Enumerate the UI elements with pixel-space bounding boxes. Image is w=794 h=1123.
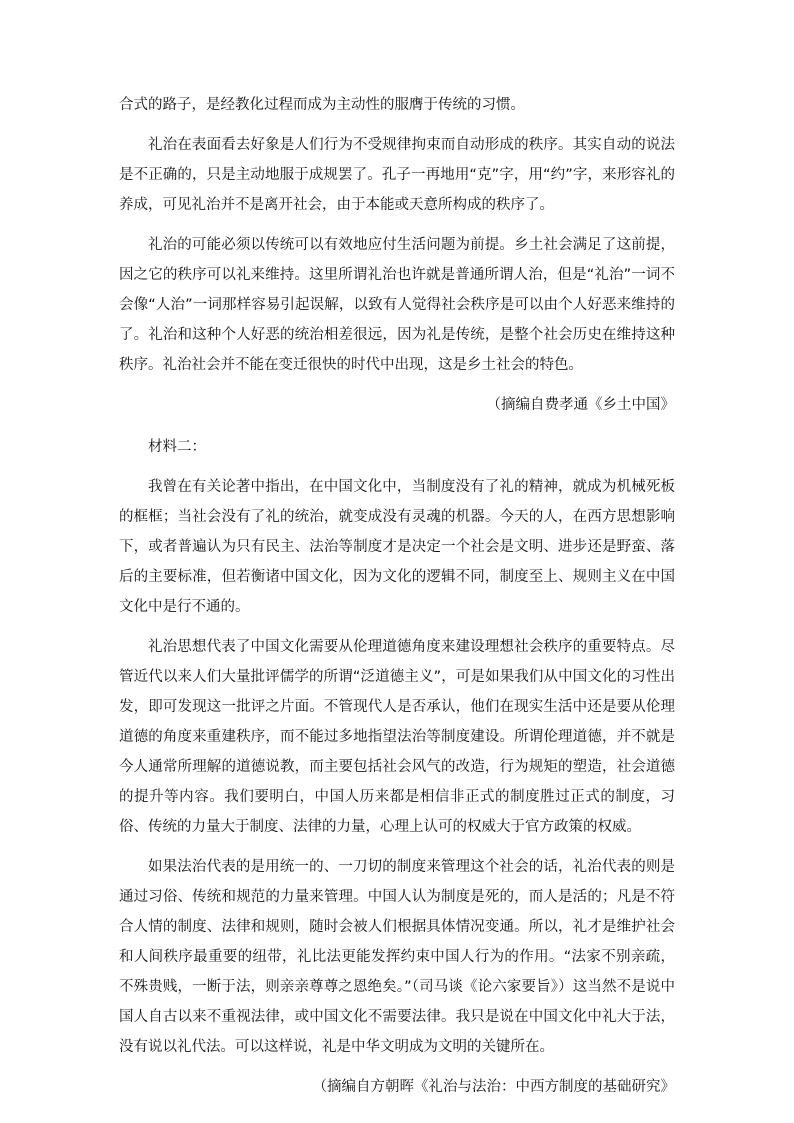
paragraph-continuation: 合式的路子，是经教化过程而成为主动性的服膺于传统的习惯。: [119, 97, 525, 113]
material-two-heading: 材料二：: [148, 439, 206, 455]
document-body: [119, 90, 675, 1114]
paragraph-institution-spirit: 我曾在有关论著中指出，在中国文化中，当制度没有了礼的精神，就成为机械死板的框框；当社会没有了礼的统治，就变成没有灵魂的机器。今天的人，在西方思想影响下，或者普遍认为只有民主、法治等制度才是决定一个社会是文明、进步还是野蛮、落后的主要标准，但若衡诸中国文化，因为文化的逻辑不同，制度至上、规则主义在中国文化中是行不通的。: [119, 479, 675, 615]
paragraph-ethics-order: 礼治思想代表了中国文化需要从伦理道德角度来建设理想社会秩序的重要特点。尽管近代以来人们大量批评儒学的所谓“泛道德主义”，可是如果我们从中国文化的习性出发，即可发现这一批评之片面。不管现代人是否承认，他们在现实生活中还是要从伦理道德的角度来重建秩序，而不能过多地指望法治等制度建设。所谓伦理道德，并不就是今人通常所理解的道德说教，而主要包括社会风气的改造，行为规矩的塑造，社会道德的提升等内容。我们要明白，中国人历来都是相信非正式的制度胜过正式的制度，习俗、传统的力量大于制度、法律的力量，心理上认可的权威大于官方政策的权威。: [119, 639, 675, 835]
source-citation-1: （摘编自费孝通《乡土中国》: [486, 397, 675, 413]
paragraph-li-zhi-tradition: 礼治的可能必须以传统可以有效地应付生活问题为前提。乡土社会满足了这前提，因之它的秩序可以礼来维持。这里所谓礼治也许就是普通所谓人治，但是“礼治”一词不会像“人治”一词那样容易引起误解，以致有人觉得社会秩序是可以由个人好恶来维持的了。礼治和这种个人好恶的统治相差很远，因为礼是传统，是整个社会历史在维持这种秩序。礼治社会并不能在变迁很快的时代中出现，这是乡土社会的特色。: [119, 237, 675, 373]
paragraph-li-zhi-self-formed: 礼治在表面看去好象是人们行为不受规律拘束而自动形成的秩序。其实自动的说法是不正确的，只是主动地服于成规罢了。孔子一再地用“克”字，用“约”字，来形容礼的养成，可见礼治并不是离开社会，由于本能或天意所构成的秩序了。: [119, 137, 675, 213]
paragraph-li-vs-law: 如果法治代表的是用统一的、一刀切的制度来管理这个社会的话，礼治代表的则是通过习俗、传统和规范的力量来管理。中国人认为制度是死的，而人是活的；凡是不符合人情的制度、法律和规则，随时会被人们根据具体情况变通。所以，礼才是维护社会和人间秩序最重要的纽带，礼比法更能发挥约束中国人行为的作用。“法家不别亲疏，不殊贵贱，一断于法，则亲亲尊尊之恩绝矣。”（司马谈《论六家要旨》）这当然不是说中国人自古以来不重视法律，或中国文化不需要法律。我只是说在中国文化中礼大于法，没有说以礼代法。可以这样说，礼是中华文明成为文明的关键所在。: [119, 859, 675, 1055]
source-citation-2: （摘编自方朝晖《礼治与法治：中西方制度的基础研究》: [312, 1079, 675, 1095]
